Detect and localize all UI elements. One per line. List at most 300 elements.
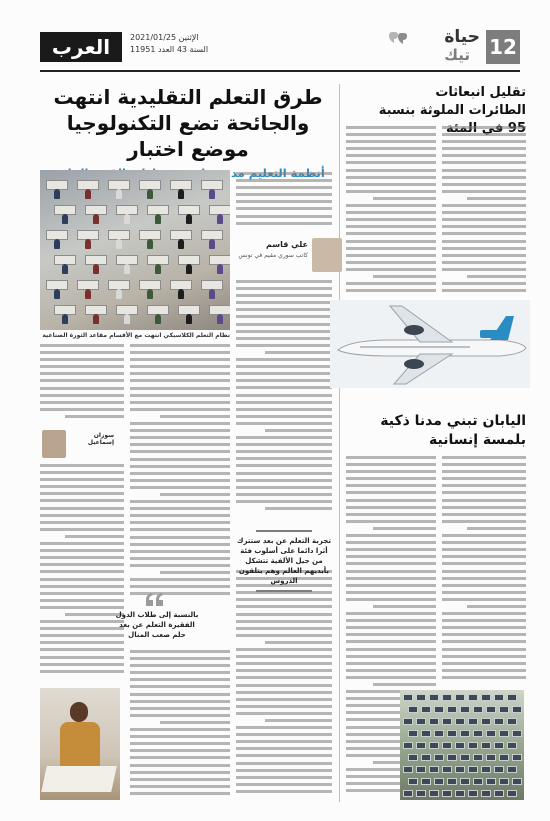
solar-roof-shape <box>486 706 496 713</box>
japan-headline: اليابان تبني مدنا ذكية بلمسة إنسانية <box>380 413 526 448</box>
solar-roof-shape <box>403 790 413 797</box>
text-line <box>130 358 230 361</box>
text-line <box>442 577 526 580</box>
text-line <box>346 626 436 629</box>
text-line <box>236 733 332 736</box>
emissions-text-col-2 <box>346 126 436 302</box>
section-title-sub: تيك <box>444 46 470 64</box>
text-line <box>236 415 332 418</box>
text-line <box>236 754 332 757</box>
text-line <box>442 204 526 207</box>
solar-roof-shape <box>494 742 504 749</box>
solar-roof-shape <box>507 742 517 749</box>
student-shape <box>124 264 130 274</box>
text-line <box>236 464 332 467</box>
solar-roof-shape <box>416 718 426 725</box>
text-line <box>40 648 124 651</box>
text-line <box>130 536 230 539</box>
text-line <box>346 147 436 150</box>
solar-roof-shape <box>403 718 413 725</box>
text-line <box>442 225 526 228</box>
student-shape <box>186 214 192 224</box>
solar-roof-shape <box>408 706 418 713</box>
text-line <box>346 534 436 537</box>
text-line <box>130 458 230 461</box>
text-line <box>130 707 230 710</box>
text-line <box>130 351 230 354</box>
text-line <box>346 584 436 587</box>
text-line <box>346 648 436 651</box>
text-line <box>40 570 124 573</box>
text-line <box>40 556 124 559</box>
student-shape <box>62 214 68 224</box>
text-line <box>442 548 526 551</box>
text-line <box>346 470 436 473</box>
solar-roof-shape <box>442 718 452 725</box>
text-line <box>346 477 436 480</box>
student-shape <box>178 239 184 249</box>
text-line <box>130 650 230 653</box>
solar-roof-shape <box>473 778 483 785</box>
text-line <box>236 386 332 389</box>
solar-roof-shape <box>429 694 439 701</box>
main-text-col-7 <box>40 464 124 682</box>
section-title-main: حياة <box>444 27 480 47</box>
solar-roof-shape <box>494 790 504 797</box>
text-line <box>40 499 124 502</box>
solar-roof-shape <box>421 754 431 761</box>
text-line <box>40 585 124 588</box>
author-avatar <box>312 238 342 272</box>
text-line <box>346 225 436 228</box>
solar-roof-shape <box>455 790 465 797</box>
text-line <box>373 605 436 608</box>
solar-roof-shape <box>486 754 496 761</box>
solar-roof-shape <box>403 742 413 749</box>
solar-roof-shape <box>473 706 483 713</box>
text-line <box>130 693 230 696</box>
text-line <box>346 570 436 573</box>
text-line <box>346 211 436 214</box>
text-line <box>442 513 526 516</box>
text-line <box>346 520 436 523</box>
solar-roof-shape <box>434 754 444 761</box>
smart-city-photo <box>400 690 524 800</box>
text-line <box>346 140 436 143</box>
text-line <box>236 358 332 361</box>
text-line <box>346 640 436 643</box>
text-line <box>346 240 436 243</box>
text-line <box>442 140 526 143</box>
emissions-headline: تقليل انبعاثات الطائرات الملوثة بنسبة <box>378 85 526 118</box>
student-shape <box>178 289 184 299</box>
text-line <box>40 478 124 481</box>
solar-roof-shape <box>447 706 457 713</box>
column-divider <box>339 84 340 802</box>
text-line <box>442 470 526 473</box>
main-text-col-4 <box>130 344 230 604</box>
solar-roof-shape <box>447 778 457 785</box>
edition-date: الإثنين 2021/01/25 <box>130 33 199 42</box>
solar-roof-shape <box>512 706 522 713</box>
section-title <box>444 28 480 64</box>
text-line <box>130 436 230 439</box>
text-line <box>236 500 332 503</box>
second-author-name: سوزان إسماعيل <box>87 432 114 446</box>
text-line <box>130 657 230 660</box>
text-line <box>130 557 230 560</box>
text-line <box>236 486 332 489</box>
text-line <box>236 648 332 651</box>
text-line <box>236 301 332 304</box>
solar-roof-shape <box>460 730 470 737</box>
author-name: علي قاسم <box>266 240 308 249</box>
text-line <box>346 289 436 292</box>
student-shape <box>155 314 161 324</box>
text-line <box>130 479 230 482</box>
main-text-col-6 <box>40 344 124 424</box>
author-role: كاتب سوري مقيم في تونس <box>238 252 308 259</box>
text-line <box>236 172 332 175</box>
text-line <box>236 280 332 283</box>
solar-roof-shape <box>512 754 522 761</box>
student-shape <box>93 314 99 324</box>
text-line <box>65 535 124 538</box>
text-line <box>130 778 230 781</box>
solar-roof-shape <box>507 790 517 797</box>
text-line <box>40 507 124 510</box>
text-line <box>236 776 332 779</box>
student-shape <box>85 289 91 299</box>
text-line <box>130 521 230 524</box>
student-shape <box>217 314 223 324</box>
text-line <box>346 218 436 221</box>
main-headline: طرق التعلم التقليدية انتهت والجائحة تضع التكنولوجيا موضع اختبار <box>53 85 323 161</box>
text-line <box>442 183 526 186</box>
text-line <box>130 344 230 347</box>
text-line <box>467 605 526 608</box>
text-line <box>442 534 526 537</box>
text-line <box>265 351 332 354</box>
solar-roof-shape <box>442 694 452 701</box>
text-line <box>130 394 230 397</box>
second-author-avatar <box>42 430 66 458</box>
text-line <box>236 457 332 460</box>
text-line <box>442 491 526 494</box>
solar-roof-shape <box>512 730 522 737</box>
solar-roof-shape <box>507 766 517 773</box>
text-line <box>442 154 526 157</box>
solar-roof-shape <box>408 778 418 785</box>
student-shape <box>93 264 99 274</box>
text-line <box>236 783 332 786</box>
text-line <box>346 456 436 459</box>
text-line <box>346 555 436 558</box>
text-line <box>442 247 526 250</box>
student-shape <box>178 189 184 199</box>
text-line <box>236 662 332 665</box>
text-line <box>236 436 332 439</box>
text-line <box>467 275 526 278</box>
text-line <box>130 664 230 667</box>
solar-roof-shape <box>429 742 439 749</box>
text-line <box>236 747 332 750</box>
student-shape <box>155 264 161 274</box>
text-line <box>346 491 436 494</box>
solar-roof-shape <box>416 766 426 773</box>
text-line <box>236 179 332 182</box>
text-line <box>130 771 230 774</box>
main-text-col-2 <box>236 280 332 520</box>
text-line <box>346 662 436 665</box>
student-shape <box>54 239 60 249</box>
solar-roof-shape <box>447 730 457 737</box>
newspaper-logo: العرب <box>40 32 122 62</box>
text-line <box>442 147 526 150</box>
second-pull-quote: بالنسبة إلى طلاب الدول الفقيرة التعلم عن بعد حلم صعب المنال <box>115 611 199 639</box>
text-line <box>40 344 124 347</box>
text-line <box>442 619 526 622</box>
student-shape <box>147 189 153 199</box>
student-shape <box>209 239 215 249</box>
text-line <box>236 408 332 411</box>
text-line <box>130 785 230 788</box>
text-line <box>346 261 436 264</box>
page-header <box>40 26 520 72</box>
text-line <box>130 578 230 581</box>
airplane-image <box>330 300 530 388</box>
main-text-col-1 <box>236 172 332 234</box>
main-text-col-5 <box>130 650 230 802</box>
solar-roof-shape <box>512 778 522 785</box>
solar-roof-shape <box>460 706 470 713</box>
text-line <box>130 408 230 411</box>
text-line <box>130 422 230 425</box>
solar-roof-shape <box>455 742 465 749</box>
emissions-text-col-1 <box>442 126 526 302</box>
solar-roof-shape <box>481 766 491 773</box>
solar-roof-shape <box>434 778 444 785</box>
text-line <box>40 379 124 382</box>
text-line <box>236 740 332 743</box>
text-line <box>130 585 230 588</box>
text-line <box>346 133 436 136</box>
text-line <box>40 563 124 566</box>
text-line <box>130 543 230 546</box>
text-line <box>346 463 436 466</box>
text-line <box>442 648 526 651</box>
text-line <box>130 514 230 517</box>
text-line <box>346 268 436 271</box>
text-line <box>442 676 526 679</box>
solar-roof-shape <box>494 766 504 773</box>
text-line <box>40 528 124 531</box>
text-line <box>40 351 124 354</box>
edition-info <box>130 32 208 56</box>
quote-mark-icon <box>144 592 166 608</box>
text-line <box>236 790 332 793</box>
student-shape <box>62 264 68 274</box>
text-line <box>130 472 230 475</box>
solar-roof-shape <box>486 730 496 737</box>
solar-roof-shape <box>460 754 470 761</box>
student-shape <box>186 314 192 324</box>
text-line <box>346 577 436 580</box>
text-line <box>442 499 526 502</box>
solar-roof-shape <box>434 730 444 737</box>
text-line <box>442 584 526 587</box>
text-line <box>40 656 124 659</box>
text-line <box>40 549 124 552</box>
text-line <box>236 215 332 218</box>
text-line <box>130 387 230 390</box>
text-line <box>130 792 230 795</box>
solar-roof-shape <box>442 790 452 797</box>
text-line <box>236 627 332 630</box>
text-line <box>265 719 332 722</box>
text-line <box>442 506 526 509</box>
text-line <box>130 429 230 432</box>
text-line <box>130 564 230 567</box>
text-line <box>65 415 124 418</box>
text-line <box>236 186 332 189</box>
text-line <box>442 669 526 672</box>
text-line <box>40 592 124 595</box>
text-line <box>442 477 526 480</box>
text-line <box>346 247 436 250</box>
text-line <box>373 197 436 200</box>
student-shape <box>186 264 192 274</box>
student-shape <box>155 214 161 224</box>
solar-roof-shape <box>460 778 470 785</box>
text-line <box>236 365 332 368</box>
solar-roof-shape <box>468 766 478 773</box>
text-line <box>346 169 436 172</box>
text-line <box>130 379 230 382</box>
text-line <box>346 548 436 551</box>
text-line <box>442 640 526 643</box>
text-line <box>130 507 230 510</box>
text-line <box>442 463 526 466</box>
edition-issue: السنة 43 العدد 11951 <box>130 45 209 54</box>
text-line <box>346 282 436 285</box>
text-line <box>236 472 332 475</box>
text-line <box>236 655 332 658</box>
text-line <box>40 599 124 602</box>
text-line <box>130 749 230 752</box>
solar-roof-shape <box>499 730 509 737</box>
solar-roof-shape <box>442 742 452 749</box>
text-line <box>40 663 124 666</box>
solar-roof-shape <box>499 754 509 761</box>
text-line <box>442 211 526 214</box>
text-line <box>236 200 332 203</box>
text-line <box>442 282 526 285</box>
text-line <box>130 742 230 745</box>
text-line <box>130 550 230 553</box>
text-line <box>236 372 332 375</box>
text-line <box>40 521 124 524</box>
page-number: 12 <box>486 30 520 64</box>
text-line <box>346 484 436 487</box>
text-line <box>442 484 526 487</box>
text-line <box>40 464 124 467</box>
text-line <box>236 705 332 708</box>
text-line <box>236 726 332 729</box>
text-line <box>265 641 332 644</box>
solar-roof-shape <box>421 778 431 785</box>
solar-roof-shape <box>416 742 426 749</box>
text-line <box>40 394 124 397</box>
text-line <box>442 655 526 658</box>
text-line <box>40 670 124 673</box>
student-shape <box>93 214 99 224</box>
text-line <box>130 486 230 489</box>
text-line <box>236 394 332 397</box>
text-line <box>236 620 332 623</box>
text-line <box>130 450 230 453</box>
text-line <box>236 222 332 225</box>
text-line <box>160 493 230 496</box>
text-line <box>467 527 526 530</box>
text-line <box>442 240 526 243</box>
text-line <box>346 541 436 544</box>
student-shape <box>85 239 91 249</box>
text-line <box>346 126 436 129</box>
text-line <box>442 169 526 172</box>
text-line <box>130 764 230 767</box>
solar-roof-shape <box>481 790 491 797</box>
solar-roof-shape <box>494 718 504 725</box>
text-line <box>442 520 526 523</box>
text-line <box>346 612 436 615</box>
text-line <box>40 641 124 644</box>
solar-roof-shape <box>447 754 457 761</box>
student-shape <box>147 239 153 249</box>
text-line <box>236 769 332 772</box>
student-shape <box>62 314 68 324</box>
text-line <box>236 287 332 290</box>
solar-roof-shape <box>481 718 491 725</box>
text-line <box>442 456 526 459</box>
solar-roof-shape <box>486 778 496 785</box>
text-line <box>40 578 124 581</box>
text-line <box>442 261 526 264</box>
text-line <box>265 429 332 432</box>
text-line <box>130 700 230 703</box>
student-shape <box>147 289 153 299</box>
solar-roof-shape <box>403 766 413 773</box>
text-line <box>442 612 526 615</box>
text-line <box>236 207 332 210</box>
solar-roof-shape <box>416 790 426 797</box>
text-line <box>236 698 332 701</box>
text-line <box>346 633 436 636</box>
text-line <box>40 372 124 375</box>
text-line <box>130 528 230 531</box>
text-line <box>236 762 332 765</box>
text-line <box>130 365 230 368</box>
text-line <box>236 669 332 672</box>
student-shape <box>209 289 215 299</box>
text-line <box>346 204 436 207</box>
solar-roof-shape <box>429 718 439 725</box>
solar-roof-shape <box>468 742 478 749</box>
solar-roof-shape <box>499 706 509 713</box>
text-line <box>442 126 526 129</box>
text-line <box>346 499 436 502</box>
text-line <box>346 154 436 157</box>
